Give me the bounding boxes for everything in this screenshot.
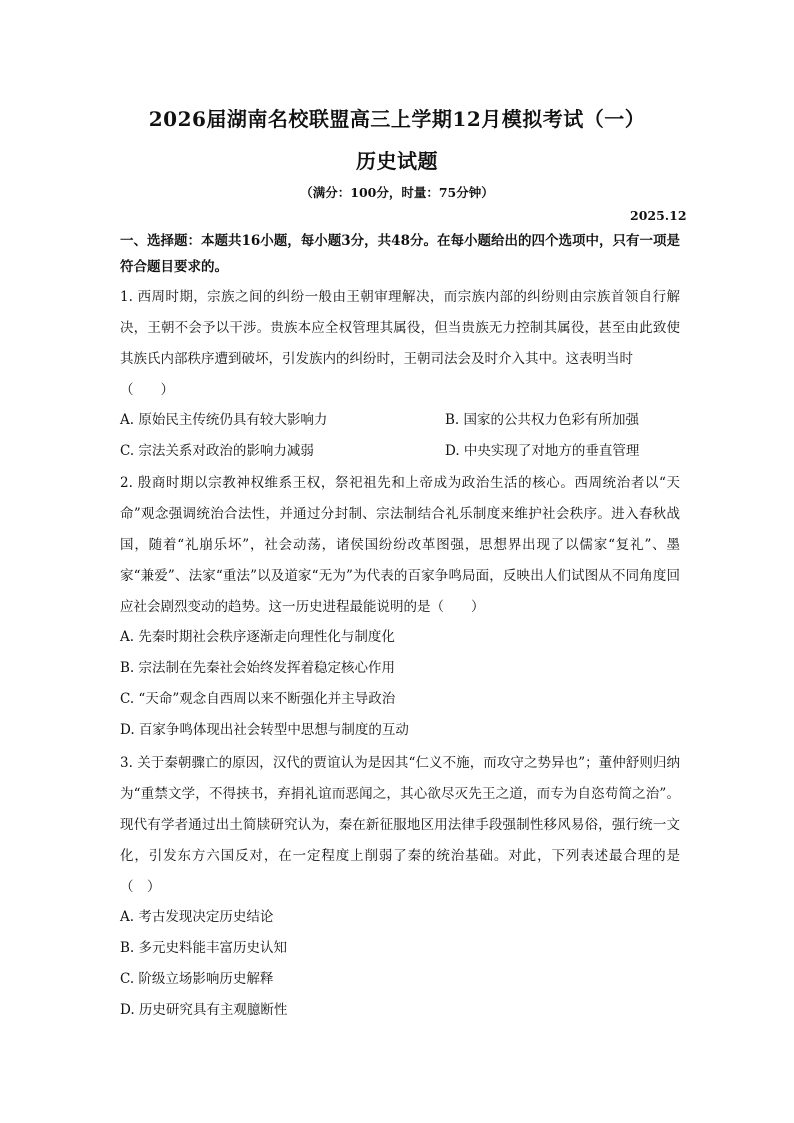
question-2-option-d[interactable]: D. 百家争鸣体现出社会转型中思想与制度的互动 [120,722,409,738]
question-3-option-b[interactable]: B. 多元史料能丰富历史认知 [120,940,288,956]
subject-title: 历史试题 [356,149,438,173]
question-1-stem [120,282,680,406]
exam-date: 2025.12 [630,208,687,223]
question-3-stem: 3. 关于秦朝骤亡的原因，汉代的贾谊认为是因其“仁义不施，而攻守之势异也”；董仲舒则归纳为“重禁文学，不得挟书，弃捐礼谊而恶闻之，其心欲尽灭先王之道，而专为自恣苟简之治”。现代有学者通过出土简牍研究认为，秦在新征服地区用法律手段强制性移风易俗，强行统一文化，引发东方六国反对，在一定程度上削弱了秦的统治基础。对此，下列表述最合理的是（ ） [120,755,680,895]
question-2-option-c[interactable]: C. “天命”观念自西周以来不断强化并主导政治 [120,691,396,707]
question-3-option-a[interactable]: A. 考古发现决定历史结论 [120,909,274,925]
exam-title: 2026届湖南名校联盟高三上学期12月模拟考试（一） [148,107,646,131]
question-1-option-b[interactable]: B. 国家的公共权力色彩有所加强 [445,412,640,428]
exam-score-time: （满分：100分，时量：75分钟） [300,185,494,200]
question-1-option-a[interactable]: A. 原始民主传统仍具有较大影响力 [120,412,328,428]
question-3-option-c[interactable]: C. 阶级立场影响历史解释 [120,971,274,987]
question-1-text: 1. 西周时期，宗族之间的纠纷一般由王朝审理解决，而宗族内部的纠纷则由宗族首领自行解决，王朝不会予以干涉。贵族本应全权管理其属役，但当贵族无力控制其属役，甚至由此致使其族氏内部秩序遭到破坏，引发族内的纠纷时，王朝司法会及时介入其中。这表明当时 [120,289,680,367]
question-1-option-d[interactable]: D. 中央实现了对地方的垂直管理 [445,443,640,459]
question-2-option-b[interactable]: B. 宗法制在先秦社会始终发挥着稳定核心作用 [120,660,396,676]
question-2-option-a[interactable]: A. 先秦时期社会秩序逐渐走向理性化与制度化 [120,629,395,645]
question-3-option-d[interactable]: D. 历史研究具有主观臆断性 [120,1002,288,1018]
section-heading: 一、选择题：本题共16小题，每小题3分，共48分。在每小题给出的四个选项中，只有一项是符合题目要求的。 [120,233,680,275]
question-2-stem: 2. 殷商时期以宗教神权维系王权，祭祀祖先和上帝成为政治生活的核心。西周统治者以“天命”观念强调统治合法性，并通过分封制、宗法制结合礼乐制度来维护社会秩序。进入春秋战国，随着“礼崩乐坏”，社会动荡，诸侯国纷纷改革图强，思想界出现了以儒家“复礼”、墨家“兼爱”、法家“重法”以及道家“无为”为代表的百家争鸣局面，反映出人们试图从不同角度回应社会剧烈变动的趋势。这一历史进程最能说明的是（ ） [120,475,680,615]
question-1-option-c[interactable]: C. 宗法关系对政治的影响力减弱 [120,443,314,459]
question-1-bracket: （ ） [120,382,174,398]
